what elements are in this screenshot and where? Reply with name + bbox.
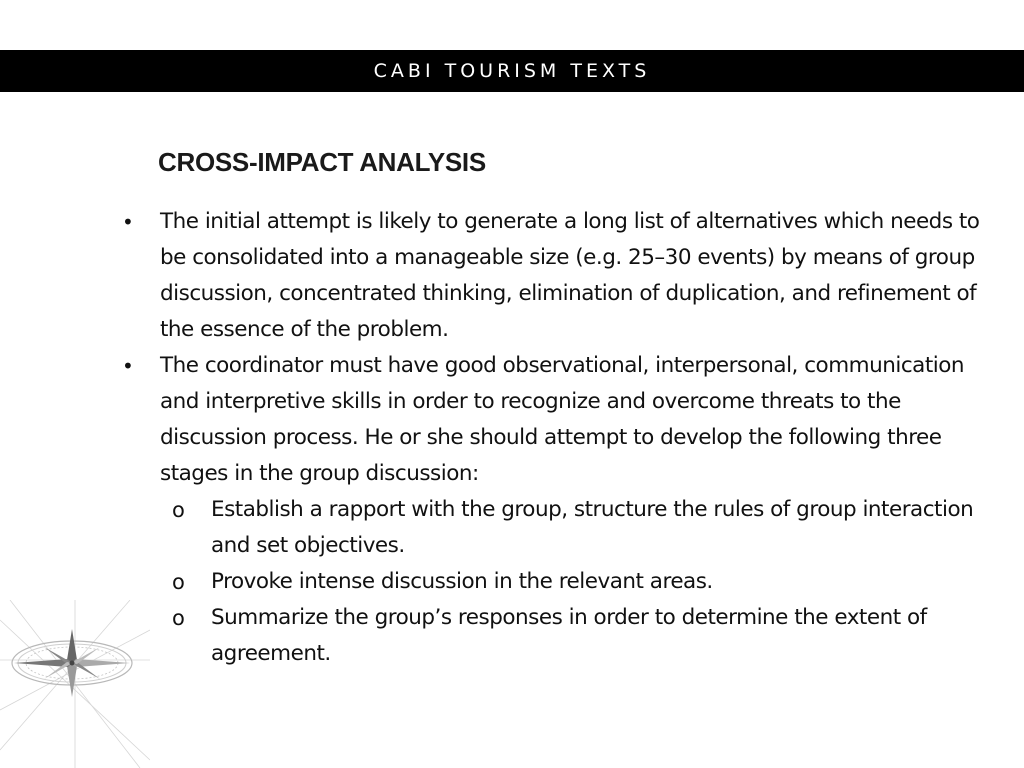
compass-rose-icon [0,600,150,768]
slide-title: CROSS-IMPACT ANALYSIS [158,147,486,177]
bullet-text: The coordinator must have good observational, interpersonal, communication and interpretive skills in order to recognize and overcome threats to the discussion process. He or she should attempt to develop the following three stages in the group discussion: [160,353,964,486]
subbullet-text: Provoke intense discussion in the relevant areas. [211,569,713,594]
subbullet-marker: o [172,498,185,522]
header-title: CABI TOURISM TEXTS [373,60,651,82]
bullet-list [110,204,990,672]
subbullet-marker: o [172,606,185,630]
subbullet-text: Establish a rapport with the group, structure the rules of group interaction and set objectives. [211,497,974,558]
subbullet-marker: o [172,570,185,594]
subbullet-item-2 [110,564,990,600]
bullet-marker: • [122,210,134,234]
bullet-item-2 [110,348,990,492]
bullet-text: The initial attempt is likely to generate a long list of alternatives which needs to be consolidated into a manageable size (e.g. 25–30 events) by means of group discussion, concentrated thinking, elimination of duplication, and refinement of the essence of the problem. [160,209,980,342]
subbullet-item-1 [110,492,990,564]
subbullet-text: Summarize the group’s responses in order to determine the extent of agreement. [211,605,927,666]
header-band [0,50,1024,92]
subbullet-item-3 [110,600,990,672]
bullet-marker: • [122,354,134,378]
bullet-item-1 [110,204,990,348]
